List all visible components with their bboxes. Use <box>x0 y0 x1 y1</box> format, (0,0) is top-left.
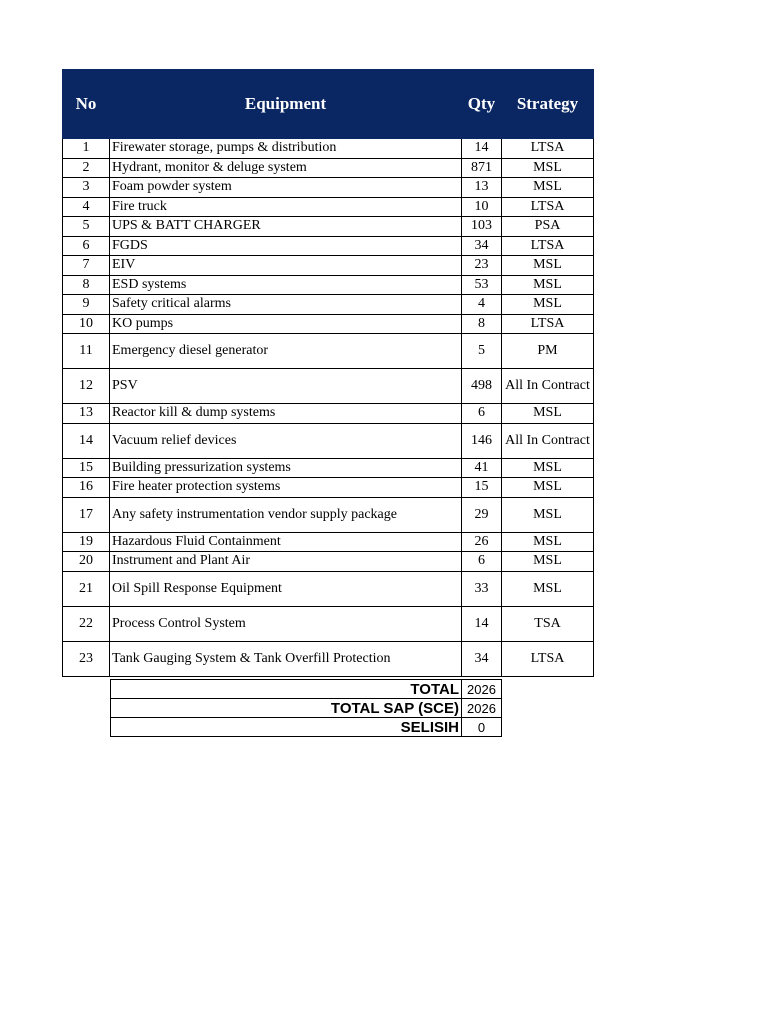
cell-qty: 871 <box>462 158 502 178</box>
cell-strategy: MSL <box>502 256 594 276</box>
cell-equipment: PSV <box>110 369 462 404</box>
table-row <box>63 641 594 676</box>
table-row <box>63 334 594 369</box>
table-row <box>63 571 594 606</box>
cell-equipment: KO pumps <box>110 314 462 334</box>
cell-strategy: MSL <box>502 552 594 572</box>
cell-no: 20 <box>63 552 110 572</box>
cell-strategy: LTSA <box>502 314 594 334</box>
cell-strategy: MSL <box>502 404 594 424</box>
table-row <box>63 197 594 217</box>
cell-equipment: Fire heater protection systems <box>110 478 462 498</box>
cell-strategy: PM <box>502 334 594 369</box>
cell-qty: 6 <box>462 552 502 572</box>
cell-no: 7 <box>63 256 110 276</box>
header-equipment: Equipment <box>110 70 462 139</box>
cell-equipment: Foam powder system <box>110 178 462 198</box>
cell-strategy: MSL <box>502 158 594 178</box>
cell-qty: 34 <box>462 236 502 256</box>
cell-strategy: MSL <box>502 178 594 198</box>
cell-equipment: Hydrant, monitor & deluge system <box>110 158 462 178</box>
table-row <box>63 178 594 198</box>
cell-qty: 15 <box>462 478 502 498</box>
totals-label: TOTAL <box>111 680 462 699</box>
totals-row <box>111 680 502 699</box>
cell-qty: 14 <box>462 606 502 641</box>
cell-no: 19 <box>63 532 110 552</box>
totals-row <box>111 718 502 737</box>
cell-equipment: ESD systems <box>110 275 462 295</box>
cell-strategy: All In Contract <box>502 423 594 458</box>
cell-equipment: EIV <box>110 256 462 276</box>
totals-label: SELISIH <box>111 718 462 737</box>
cell-strategy: MSL <box>502 478 594 498</box>
header-strategy: Strategy <box>502 70 594 139</box>
cell-no: 1 <box>63 139 110 159</box>
table-row <box>63 256 594 276</box>
cell-equipment: FGDS <box>110 236 462 256</box>
cell-strategy: MSL <box>502 275 594 295</box>
table-row <box>63 236 594 256</box>
cell-no: 12 <box>63 369 110 404</box>
cell-no: 2 <box>63 158 110 178</box>
table-row <box>63 369 594 404</box>
cell-qty: 23 <box>462 256 502 276</box>
cell-no: 15 <box>63 458 110 478</box>
table-row <box>63 217 594 237</box>
cell-strategy: All In Contract <box>502 369 594 404</box>
cell-no: 9 <box>63 295 110 315</box>
cell-equipment: Vacuum relief devices <box>110 423 462 458</box>
cell-strategy: MSL <box>502 532 594 552</box>
table-row <box>63 497 594 532</box>
cell-equipment: Tank Gauging System & Tank Overfill Protection <box>110 641 462 676</box>
cell-qty: 13 <box>462 178 502 198</box>
cell-no: 3 <box>63 178 110 198</box>
header-no: No <box>63 70 110 139</box>
table-row <box>63 532 594 552</box>
cell-no: 13 <box>63 404 110 424</box>
table-row <box>63 458 594 478</box>
totals-value: 0 <box>462 718 502 737</box>
totals-value: 2026 <box>462 680 502 699</box>
cell-no: 11 <box>63 334 110 369</box>
cell-equipment: Firewater storage, pumps & distribution <box>110 139 462 159</box>
cell-strategy: LTSA <box>502 139 594 159</box>
cell-strategy: LTSA <box>502 236 594 256</box>
cell-strategy: MSL <box>502 295 594 315</box>
cell-qty: 14 <box>462 139 502 159</box>
table-row <box>63 552 594 572</box>
cell-strategy: PSA <box>502 217 594 237</box>
cell-equipment: Fire truck <box>110 197 462 217</box>
cell-strategy: MSL <box>502 497 594 532</box>
table-row <box>63 606 594 641</box>
cell-strategy: MSL <box>502 571 594 606</box>
cell-equipment: Instrument and Plant Air <box>110 552 462 572</box>
table-row <box>63 404 594 424</box>
cell-qty: 498 <box>462 369 502 404</box>
cell-equipment: Emergency diesel generator <box>110 334 462 369</box>
table-row <box>63 423 594 458</box>
cell-equipment: Oil Spill Response Equipment <box>110 571 462 606</box>
cell-equipment: Any safety instrumentation vendor supply package <box>110 497 462 532</box>
cell-qty: 146 <box>462 423 502 458</box>
cell-qty: 26 <box>462 532 502 552</box>
cell-qty: 5 <box>462 334 502 369</box>
cell-no: 16 <box>63 478 110 498</box>
cell-strategy: TSA <box>502 606 594 641</box>
cell-no: 8 <box>63 275 110 295</box>
cell-qty: 8 <box>462 314 502 334</box>
cell-qty: 41 <box>462 458 502 478</box>
table-row <box>63 295 594 315</box>
cell-equipment: Building pressurization systems <box>110 458 462 478</box>
cell-strategy: MSL <box>502 458 594 478</box>
totals-body <box>111 680 502 737</box>
cell-no: 6 <box>63 236 110 256</box>
table-row <box>63 275 594 295</box>
cell-no: 14 <box>63 423 110 458</box>
table-body <box>63 139 594 677</box>
header-row <box>63 70 594 139</box>
cell-qty: 53 <box>462 275 502 295</box>
cell-no: 23 <box>63 641 110 676</box>
cell-qty: 10 <box>462 197 502 217</box>
cell-strategy: LTSA <box>502 641 594 676</box>
cell-qty: 33 <box>462 571 502 606</box>
equipment-table <box>62 69 594 677</box>
cell-qty: 6 <box>462 404 502 424</box>
table-row <box>63 139 594 159</box>
table-row <box>63 314 594 334</box>
totals-table <box>110 679 502 737</box>
totals-row <box>111 699 502 718</box>
cell-qty: 4 <box>462 295 502 315</box>
totals-label: TOTAL SAP (SCE) <box>111 699 462 718</box>
table-row <box>63 158 594 178</box>
cell-strategy: LTSA <box>502 197 594 217</box>
cell-no: 5 <box>63 217 110 237</box>
cell-qty: 103 <box>462 217 502 237</box>
table-row <box>63 478 594 498</box>
cell-no: 22 <box>63 606 110 641</box>
cell-equipment: Safety critical alarms <box>110 295 462 315</box>
cell-equipment: Hazardous Fluid Containment <box>110 532 462 552</box>
cell-no: 10 <box>63 314 110 334</box>
cell-no: 4 <box>63 197 110 217</box>
header-qty: Qty <box>462 70 502 139</box>
cell-equipment: Process Control System <box>110 606 462 641</box>
cell-qty: 34 <box>462 641 502 676</box>
cell-no: 21 <box>63 571 110 606</box>
cell-equipment: Reactor kill & dump systems <box>110 404 462 424</box>
cell-qty: 29 <box>462 497 502 532</box>
cell-equipment: UPS & BATT CHARGER <box>110 217 462 237</box>
totals-value: 2026 <box>462 699 502 718</box>
cell-no: 17 <box>63 497 110 532</box>
